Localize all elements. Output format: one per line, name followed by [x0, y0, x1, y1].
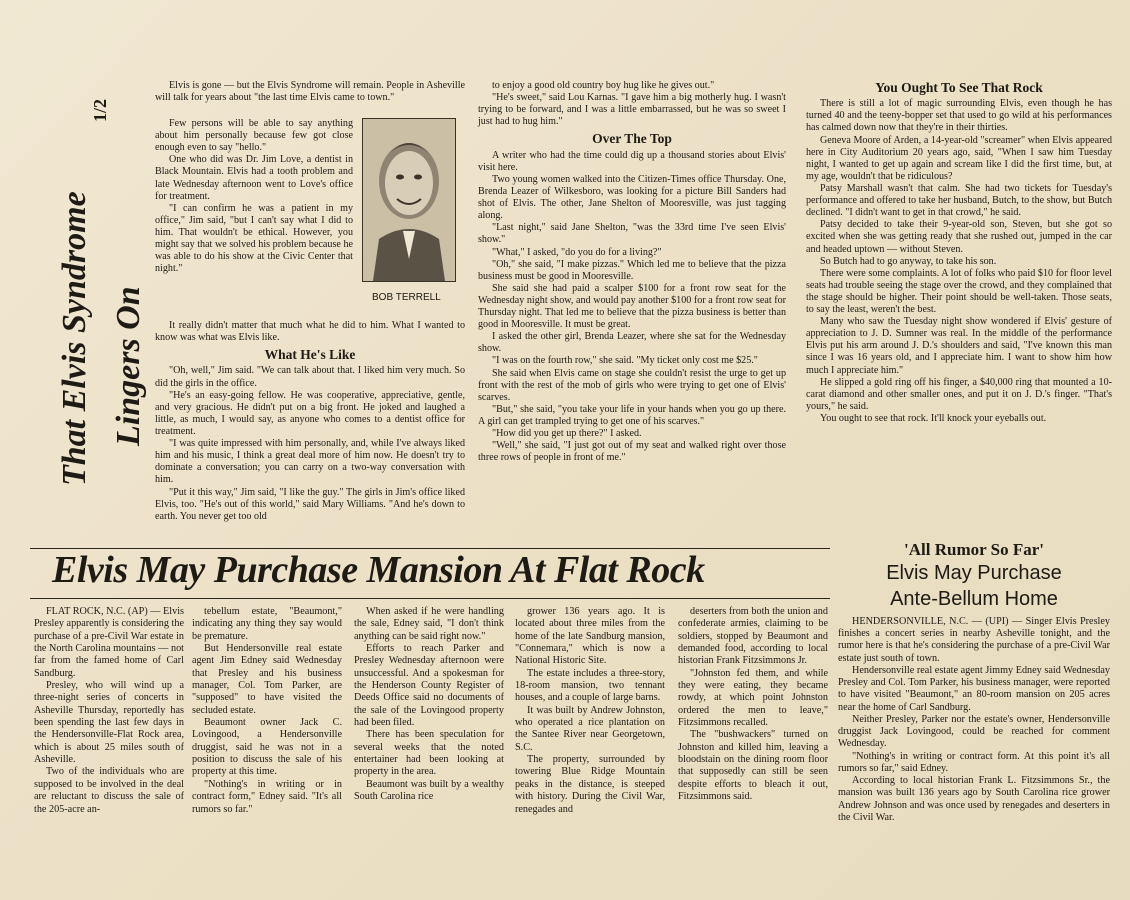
paragraph: A writer who had the time could dig up a thousand stories about Elvis' visit here. — [478, 149, 786, 173]
paragraph: I asked the other girl, Brenda Leazer, where she sat for the Wednesday show. — [478, 331, 786, 355]
author-photo — [362, 118, 456, 282]
paragraph: HENDERSONVILLE, N.C. — (UPI) — Singer Elvis Presley finishes a concert series in nearby Asheville tonight, and the rumor here is that he's considering the purchase of a pre-Civil War estate just south of town. — [838, 616, 1110, 664]
ap-col-4 — [515, 606, 665, 816]
paragraph: There were some complaints. A lot of folks who paid $10 for floor level seats had trouble seeing the stage over the crowd, and they complained that the stage should be higher. Their point should be well-taken. Those seats, to say the least, weren't the best. — [806, 267, 1112, 316]
paragraph: It was built by Andrew Johnston, who operated a rice plantation on the Santee River near Georgetown, S.C. — [515, 704, 665, 753]
photo-caption: BOB TERRELL — [372, 292, 441, 303]
ap-col-1-text — [34, 606, 184, 816]
paragraph: Many who saw the Tuesday night show wondered if Elvis' gesture of appreciation to J. D. Sumner was real. In the middle of the performance Elvis put his arm around J. D.'s shoulders and said, "I've known this man since I was 16 years old, and I appreciate him. I want to show him how much I appreciate him." — [806, 316, 1112, 376]
paragraph: When asked if he were handling the sale, Edney said, "I don't think anything can be said right now." — [354, 606, 504, 642]
feature-title — [26, 86, 146, 496]
subhead-what-hes-like: What He's Like — [264, 347, 356, 363]
ap-col-1 — [34, 606, 184, 816]
paragraph: "I can confirm he was a patient in my office," Jim said, "but I can't say what I did to him. That wouldn't be ethical. However, you might say that we solved his problem because he was able to do his show at the Civic Center that night." — [155, 202, 353, 275]
col1-lower — [155, 320, 465, 523]
col3-text — [806, 98, 1112, 425]
ap-col-4-text — [515, 606, 665, 816]
ap-headline: Elvis May Purchase Mansion At Flat Rock — [52, 549, 705, 591]
paragraph: Beaumont owner Jack C. Lovingood, a Hendersonville druggist, said he was not in a position to discuss the sale of his property at this time. — [192, 717, 342, 778]
paragraph: So Butch had to go anyway, to take his son. — [820, 255, 997, 267]
paragraph: "He's an easy-going fellow. He was cooperative, appreciative, gentle, and very gracious. He didn't put on a big front. He joked and laughed a little, as much, I would say, as anyone who comes to a dentist office for treatment. — [155, 389, 465, 437]
ap-col-2-text — [192, 606, 342, 816]
paragraph: Patsy decided to take their 9-year-old son, Steven, but she got so excited when she was getting ready that she rushed out, jumped in the car and headed uptown — without Steven. — [806, 219, 1112, 255]
paragraph: "Nothing's in writing or contract form. At this point it's all rumors so far," said Edney. — [838, 750, 1110, 774]
ap-col-3-text — [354, 606, 504, 804]
paragraph: According to local historian Frank L. Fitzsimmons Sr., the mansion was built 136 years ago by South Carolina rice grower Andrew Johnson and was once used by renegades and deserters in the Civil War. — [838, 775, 1110, 823]
paragraph: Few persons will be able to say anything about him personally because few got close enough even to say "hello." — [155, 118, 353, 154]
feature-title-line2: Lingers On — [110, 286, 147, 446]
paragraph: Neither Presley, Parker nor the estate's owner, Hendersonville druggist Jack Lovingood, could be reached for comment Wednesday. — [838, 713, 1110, 750]
paragraph: "Well," she said, "I just got out of my seat and walked right over those three rows of people in front of me." — [478, 440, 786, 464]
paragraph: Beaumont was built by a wealthy South Carolina rice — [354, 778, 504, 803]
paragraph: There has been speculation for several weeks that the noted entertainer had been looking at property in the area. — [354, 729, 504, 778]
subhead-over-the-top: Over The Top — [592, 131, 672, 147]
paragraph: "Put it this way," Jim said, "I like the guy." The girls in Jim's office liked Elvis, too. "He's out of this world," said Mary Williams. "And he's down to earth. You never get too old — [155, 486, 465, 522]
page-fraction: 1/2 — [90, 98, 110, 122]
ap-col-5 — [678, 606, 828, 804]
col2 — [478, 80, 786, 464]
paragraph: "I was quite impressed with him personally, and, while I've always liked him and his music, I think a great deal more of him now. He doesn't try to dominate a conversation; you can carry on a two-way conversation with him. — [155, 438, 465, 486]
col1-narrow — [155, 118, 353, 275]
paragraph: "Johnston fed them, and while they were eating, they became rowdy, at which point Johnston ordered the men to leave," Fitzsimmons recalled. — [678, 667, 828, 729]
paragraph: "Last night," said Jane Shelton, "was the 33rd time I've seen Elvis' show." — [478, 222, 786, 246]
paragraph: Hendersonville real estate agent Jimmy Edney said Wednesday Presley and Col. Tom Parker, his business manager, were reported to have visited "Beaumont," an 80-room mansion on 205 acres near the home of Carl Sandburg. — [838, 664, 1110, 713]
feature-title-line1: That Elvis Syndrome — [56, 191, 93, 486]
col1-intro — [155, 80, 465, 104]
paragraph: "How did you get up there?" I asked. — [492, 428, 642, 440]
ap-col-3 — [354, 606, 504, 804]
upi-article — [838, 540, 1110, 824]
subhead-see-that-rock: You Ought To See That Rock — [875, 80, 1043, 95]
portrait-image — [363, 119, 455, 281]
paragraph: to enjoy a good old country boy hug like he gives out." — [492, 80, 715, 91]
paragraph: You ought to see that rock. It'll knock your eyeballs out. — [820, 413, 1047, 425]
ap-col-2 — [192, 606, 342, 816]
paragraph: "He's sweet," said Lou Karnas. "I gave him a big motherly hug. I wasn't trying to be forward, and I was a little embarrassed, but he was so sweet I just had to hug him." — [478, 92, 786, 128]
paragraph: He slipped a gold ring off his finger, a $40,000 ring that mounted a 10-carat diamond and other smaller ones, and put it on J. D.'s finger. "That's yours," he said. — [806, 376, 1112, 412]
paragraph: FLAT ROCK, N.C. (AP) — Elvis Presley apparently is considering the purchase of a pre-Civil War estate in the North Carolina mountains — not far from the famed home of Carl Sandburg. — [34, 606, 184, 679]
paragraph: Two of the individuals who are supposed to be involved in the deal are reluctant to discuss the sale of the 205-acre an- — [34, 766, 184, 815]
paragraph: The estate includes a three-story, 18-room mansion, two tennant houses, and a couple of large barns. — [515, 667, 665, 704]
upi-text — [838, 616, 1110, 824]
paragraph: Presley, who will wind up a three-night series of concerts in Asheville Thursday, reportedly has been spending the last few days in the Hendersonville-Flat Rock area, which is about 25 miles south of Asheville. — [34, 680, 184, 766]
paragraph: Patsy Marshall wasn't that calm. She had two tickets for Tuesday's performance and offered to take her husband, Butch, to the show, but Butch declined. "I didn't want to get in that crowd," he said. — [806, 182, 1112, 219]
paragraph: She said she had paid a scalper $100 for a front row seat for the Wednesday night show, and would pay another $100 for a front row seat for Thursday night. That led me to believe that the pizza business is better than good in Mooresville. It must be great. — [478, 282, 786, 331]
col2b-text — [478, 150, 786, 465]
upi-headline-2: Ante-Bellum Home — [890, 588, 1058, 610]
col1b-text — [155, 118, 353, 275]
paragraph: Geneva Moore of Arden, a 14-year-old "screamer" when Elvis appeared here in City Auditorium 20 years ago, said, "When I saw him Tuesday night, I wanted to get up again and scream like I did the first time, but, at my age, wouldn't that be ridiculous? — [806, 134, 1112, 182]
col1-text — [155, 80, 465, 104]
paragraph: tebellum estate, "Beaumont," indicating any thing they say would be premature. — [192, 606, 342, 642]
paragraph: deserters from both the union and confederate armies, claiming to be soldiers, stopped by Beaumont and demanded food, according to local historian Frank Fitzsimmons Jr. — [678, 606, 828, 667]
paragraph: "Oh, well," Jim said. "We can talk about that. I liked him very much. So did the girls in the office. — [155, 365, 465, 389]
paragraph: "Nothing's in writing or in contract form," Edney said. "It's all rumors so far." — [192, 778, 342, 815]
paragraph: The property, surrounded by towering Blue Ridge Mountain peaks in the distance, is steeped with history. During the Civil War, renegades and — [515, 754, 665, 815]
paragraph: She said when Elvis came on stage she couldn't resist the urge to get up front with the rest of the mob of girls who were trying to get one of Elvis' scarves. — [478, 367, 786, 403]
ap-col-5-text — [678, 606, 828, 804]
paragraph: "I was on the fourth row," she said. "My ticket only cost me $25." — [492, 355, 758, 367]
upi-headline-1: Elvis May Purchase — [886, 562, 1062, 584]
paragraph: "But," she said, "you take your life in your hands when you go up there. A girl can get trampled trying to get one of his scarves." — [478, 403, 786, 428]
paragraph: It really didn't matter that much what he did to him. What I wanted to know was what was Elvis like. — [155, 320, 465, 344]
headline-rule — [30, 598, 830, 599]
paragraph: "Oh," she said, "I make pizzas." Which led me to believe that the pizza business must be good in Mooresville. — [478, 258, 786, 282]
paragraph: The "bushwackers" turned on Johnston and killed him, leaving a bloodstain on the dining room floor that supposedly can still be seen despite efforts to bleach it out, Fitzsimmons said. — [678, 729, 828, 803]
paragraph: Two young women walked into the Citizen-Times office Thursday. One, Brenda Leazer of Wilkesboro, was looking for a picture Bill Sanders had shot of Elvis. The other, Jane Shelton of Mooresville, was just tagging along. — [478, 173, 786, 222]
paragraph: But Hendersonville real estate agent Jim Edney said Wednesday that Presley and his business manager, Col. Tom Parker, are "supposed" to have visited the secluded estate. — [192, 643, 342, 716]
col1d-text — [155, 365, 465, 522]
paragraph: "What," I asked, "do you do for a living?" — [492, 246, 662, 258]
paragraph: Elvis is gone — but the Elvis Syndrome will remain. People in Asheville will talk for years about "the last time Elvis came to town." — [155, 80, 465, 104]
col2a-text — [478, 80, 786, 128]
col3 — [806, 80, 1112, 425]
col1c-text — [155, 320, 465, 344]
paragraph: There is still a lot of magic surrounding Elvis, even though he has turned 40 and the teeny-bopper set that used to go wild at his performances has calmed down now that they're in their thirties. — [806, 98, 1112, 134]
paragraph: Efforts to reach Parker and Presley Wednesday afternoon were unsuccessful. And a spokesman for the Henderson County Register of Deeds Office said no documents of the sale of the Lovingood property had been filed. — [354, 643, 504, 729]
paragraph: One who did was Dr. Jim Love, a dentist in Black Mountain. Elvis had a tooth problem and late Wednesday afternoon went to Love's office for treatment. — [155, 154, 353, 202]
upi-kicker: 'All Rumor So Far' — [904, 540, 1044, 559]
paragraph: grower 136 years ago. It is located about three miles from the home of the late Sandburg mansion, "Connemara," which is now a National Historic Site. — [515, 606, 665, 667]
